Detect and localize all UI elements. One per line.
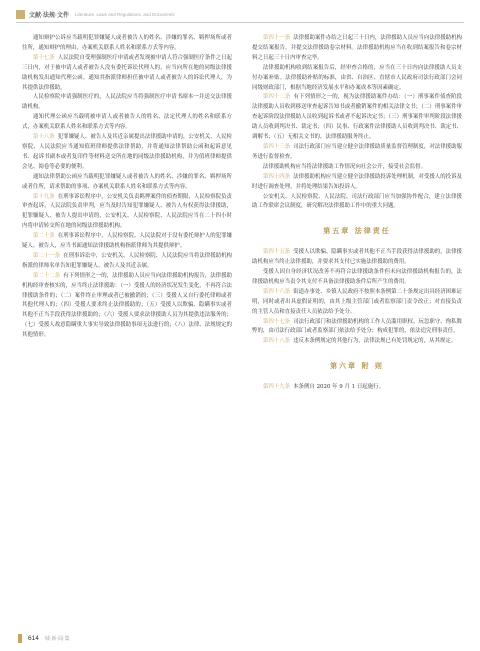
article-paragraph bbox=[252, 173, 462, 193]
article-paragraph bbox=[22, 54, 232, 94]
article-text: 街道办事处、乡镇人民政府不按照本条例第二十条规定出具经济困难证明，同时或者出具虚假证明的，由其上级主管部门或者监察部门责令改正；对直接负责的主管人员和直接责任人员依法给予处分。 bbox=[252, 288, 462, 315]
article-paragraph bbox=[252, 318, 462, 338]
article-text: 法律援助案件办结之日起三十日内，法律援助人员应当向法律援助机构提交结案报告，并提交法律援助卷宗材料。法律援助机构应当在收到结案报告和卷宗材料之日起三十日内审查完毕。 bbox=[252, 35, 462, 61]
article-number: 第四十二条 bbox=[262, 94, 291, 101]
article-number: 第二十一条 bbox=[32, 252, 61, 259]
article-paragraph bbox=[252, 268, 462, 288]
article-text: 违反本条例规定的其他行为，法律法规已有处罚规定的，从其规定。 bbox=[293, 338, 457, 345]
right-column bbox=[252, 34, 462, 393]
article-number: 第十七条 bbox=[32, 54, 55, 61]
article-paragraph bbox=[252, 64, 462, 94]
article-number: 第四十六条 bbox=[262, 288, 291, 295]
article-text: 受援人以欺骗、隐瞒事实或者其他不正当手段获得法律援助的，法律援助机构应当终止法律援助，并要求其支付已实施法律援助的费用。 bbox=[252, 249, 462, 266]
article-paragraph bbox=[252, 93, 462, 143]
article-paragraph bbox=[22, 93, 232, 113]
footer-accent-bar bbox=[18, 634, 22, 643]
article-paragraph bbox=[22, 193, 232, 233]
article-number: 第四十一条 bbox=[262, 35, 291, 41]
article-paragraph bbox=[252, 163, 462, 173]
article-text: 有下列情形之一的，法律援助人员应当向法律援助机构报告，法律援助机构经审查核实的，应当终止法律援助：（一）受援人的经济状况发生变化，不再符合法律援助条件的；（二）案件终止审理或者已被撤销的；（三）受援人又自行委托律师或者其他代理人的；（四）受援人要求终止法律援助的；（五）受援人以欺骗、隐瞒事实或者其他不正当手段获得法律援助的；（六）受援人要求法律援助人员为其提供违法服务的；（七）受援人故意隐瞒重大事实导致法律援助事项无法进行的；（八）法律、法规规定的其他情形。 bbox=[22, 272, 232, 339]
article-paragraph bbox=[252, 288, 462, 318]
article-text: 本条例自 2020 年 9 月 1 日起施行。 bbox=[293, 384, 385, 391]
article-number: 第四十五条 bbox=[262, 249, 291, 256]
article-paragraph bbox=[22, 173, 232, 193]
article-number: 第四十七条 bbox=[262, 318, 291, 325]
article-text: 人民法院自受理强制医疗申请或者发现被申请人符合强制医疗条件之日起三日内，对于被申请人或者被告人没有委托诉讼代理人的，应当向所在地的同级法律援助机构发出通知代理公函。通知其指派律师担任被申请人或者被告人的诉讼代理人，为其提供法律援助。 bbox=[22, 54, 232, 91]
article-number: 第四十九条 bbox=[262, 384, 291, 391]
article-text: 法律援助机构收到结案报告后，经审查合格的，应当在三十日内向法律援助人员支付办案补贴。法律援助补贴的标准，由省、自治区、直辖市人民政府司法行政部门会同同级财政部门，根据当地经济发展水平和办案成本等因素确定。 bbox=[252, 64, 462, 91]
article-number: 第二十条 bbox=[32, 233, 55, 240]
article-text: 有下列情形之一的，视为法律援助案件办结：（一）刑事案件侦查阶段法律援助人员收到移送审查起诉告知书或者撤销案件的相关法律文书；（二）刑事案件审查起诉阶段法律援助人员收到起诉书或者不起诉决定书；（三）刑事案件审判阶段法律援助人员收到判决书、裁定书；（四）民事、行政案件法律援助人员收到判决书、裁定书、调解书；（五）无相关文书的，法律援助服务终止。 bbox=[252, 94, 462, 141]
article-paragraph bbox=[22, 113, 232, 133]
article-text: 通知法律帮助公函应当载明犯罪嫌疑人或者被告人的姓名、涉嫌的罪名、羁押场所或者住所，请求帮助的事项、办案机关联系人姓名和联系方式等内容。 bbox=[22, 173, 232, 190]
article-number: 第四十四条 bbox=[262, 173, 291, 180]
article-paragraph bbox=[252, 337, 462, 347]
article-number: 第四十八条 bbox=[262, 338, 291, 345]
footer-note: 城·新·闻·集 bbox=[44, 636, 70, 642]
article-paragraph bbox=[22, 133, 232, 173]
article-text: 在刑事诉讼中，公安机关、人民检察院、人民法院应当将法律援助机构指派的律师名单告知犯罪嫌疑人、被告人及其近亲属。 bbox=[22, 252, 232, 269]
article-number: 第十九条 bbox=[32, 193, 55, 200]
article-text: 在刑事诉讼程序中，人民检察院、人民法院对于没有委托辩护人的犯罪嫌疑人、被告人，应当书面通知法律援助机构指派律师为其提供辩护。 bbox=[22, 233, 232, 250]
article-paragraph bbox=[252, 248, 462, 268]
header-subtitle: Literature, Laws and Regulations, and Documents bbox=[75, 11, 175, 17]
article-paragraph bbox=[252, 34, 462, 64]
article-paragraph bbox=[22, 34, 232, 54]
header-brand: 文献·法规·文件 bbox=[29, 12, 69, 19]
article-text: 司法行政部门应当建立健全法律援助质量监督管理制度，对法律援助服务进行监督检查。 bbox=[252, 143, 462, 160]
article-text: 法律援助机构应当将法律援助工作情况向社会公开，接受社会监督。 bbox=[262, 163, 427, 170]
article-paragraph bbox=[252, 383, 462, 393]
article-paragraph bbox=[22, 252, 232, 272]
section-heading: 第五章 法律责任 bbox=[323, 226, 391, 236]
left-column bbox=[22, 34, 232, 341]
article-paragraph bbox=[22, 272, 232, 341]
article-number: 第二十二条 bbox=[32, 272, 61, 279]
article-text: 通知代理公函应当载明被申请人或者被告人的姓名、法定代理人的姓名和联系方式，办案机关联系人姓名和联系方式等内容。 bbox=[22, 114, 232, 131]
article-text: 人民检察院申请强制医疗的，人民法院应当将强制医疗申请书副本一并送交法律援助机构。 bbox=[22, 94, 232, 111]
page-number: 614 bbox=[28, 635, 39, 642]
page-footer bbox=[18, 634, 70, 643]
article-text: 在刑事诉讼程序中，公安机关负责羁押案件的侦查期限，人民检察院负责审查起诉，人民法院负责审判，应当及时告知犯罪嫌疑人、被告人有权获得法律援助，犯罪嫌疑人、被告人提出申请的，公安机关、人民检察院、人民法院应当在二十四小时内将申请转交所在地的同级法律援助机构。 bbox=[22, 193, 232, 230]
brand-logo-icon bbox=[16, 10, 25, 19]
article-text: 通知辩护公诉应当载明犯罪嫌疑人或者被告人的姓名、涉嫌的罪名、羁押场所或者住所，通知辩护的理由，办案机关联系人姓名和联系方式等内容。 bbox=[22, 35, 232, 51]
article-text: 公安机关、人民检察院、人民法院、司法行政部门应当加强协作配合，建立法律援助工作联席会议制度，研究解决法律援助工作中的重大问题。 bbox=[252, 193, 462, 210]
article-paragraph bbox=[252, 143, 462, 163]
header-divider bbox=[16, 22, 464, 23]
page-header bbox=[16, 6, 464, 22]
article-paragraph bbox=[252, 193, 462, 213]
article-paragraph bbox=[22, 232, 232, 252]
article-text: 司法行政部门和法律援助机构的工作人员滥用职权、玩忽职守、徇私舞弊的，由司法行政部门或者监察部门依法给予处分；构成犯罪的，依法追究刑事责任。 bbox=[252, 318, 462, 335]
article-text: 法律援助机构应当建立健全法律援助投诉处理机制，对受援人的投诉及时进行调查处理，并将处理结果告知投诉人。 bbox=[252, 173, 462, 190]
section-heading: 第六章 附 则 bbox=[330, 361, 384, 371]
article-text: 犯罪嫌疑人、被告人及其近亲属提出法律援助申请的，公安机关、人民检察院、人民法院应当通知值班律师提供法律帮助，并将通知法律帮助公函和起诉意见书、起诉书副本或者复印件等材料送交所在地的同级法律援助机构，并为值班律师提供会见、阅卷等必要的便利。 bbox=[22, 134, 232, 170]
article-number: 第四十三条 bbox=[262, 143, 291, 150]
article-text: 受援人因自身经济状况改善不再符合法律援助条件但未向法律援助机构报告的，法律援助机构应当责令其支付不具备法律援助条件后所产生的费用。 bbox=[252, 269, 462, 285]
article-number: 第十八条 bbox=[32, 134, 55, 141]
